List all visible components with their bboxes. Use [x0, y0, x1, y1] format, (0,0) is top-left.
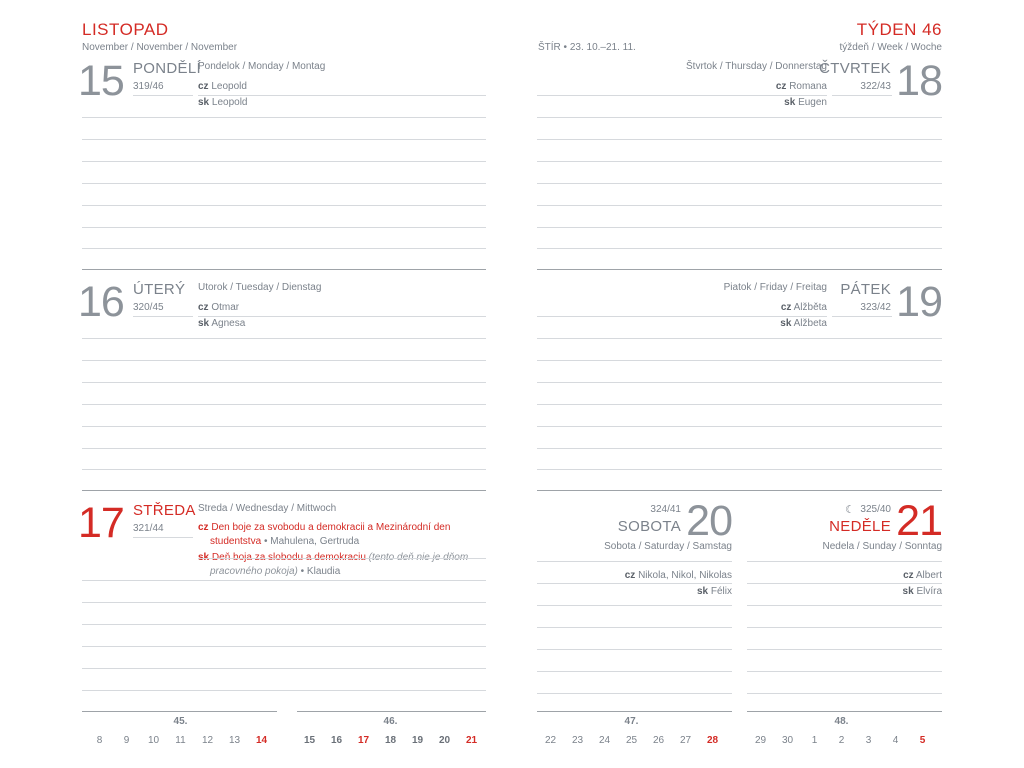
day-ordinal: 323/42: [860, 302, 891, 313]
writing-line: [537, 248, 942, 249]
mini-calendar-day: 1: [811, 735, 818, 746]
writing-line: [537, 139, 942, 140]
writing-line: [198, 558, 486, 559]
writing-line: [82, 690, 486, 691]
writing-line: [537, 671, 732, 672]
day-divider: [537, 269, 942, 270]
day-name: STŘEDA: [133, 502, 196, 519]
mini-calendar-week-number: 47.: [624, 716, 639, 727]
writing-line: [537, 227, 942, 228]
mini-calendar-day: 27: [679, 735, 692, 746]
day-number: 16: [78, 278, 124, 326]
writing-line: [537, 360, 942, 361]
writing-line: [537, 117, 942, 118]
mini-calendar-week-number: 45.: [173, 716, 188, 727]
writing-line: [537, 161, 942, 162]
writing-line: [537, 627, 732, 628]
writing-line: [537, 404, 942, 405]
day-languages: Piatok / Friday / Freitag: [723, 282, 827, 293]
day-name: NEDĚLE: [829, 518, 891, 535]
day-divider: [82, 269, 486, 270]
mini-calendar-day: 28: [706, 735, 719, 746]
nameday-cz: cz Otmar: [198, 302, 240, 313]
day-languages: Streda / Wednesday / Mittwoch: [198, 503, 337, 514]
day-name: ÚTERÝ: [133, 281, 186, 298]
nameday-sk: sk Félix: [696, 586, 732, 597]
writing-line: [198, 95, 486, 96]
day-languages: Sobota / Saturday / Samstag: [604, 541, 732, 552]
mini-calendar-day: 11: [175, 735, 186, 746]
mini-calendar-day: 21: [465, 735, 478, 746]
nameday-cz: cz Alžběta: [780, 302, 827, 313]
mini-calendar-day: 15: [303, 735, 316, 746]
day-name: ČTVRTEK: [819, 60, 891, 77]
writing-line: [133, 537, 193, 538]
mini-calendar-day: 26: [652, 735, 665, 746]
mini-calendar-day: 22: [544, 735, 557, 746]
day-number: 18: [896, 57, 942, 105]
mini-calendar-day: 3: [865, 735, 872, 746]
nameday-sk: sk Agnesa: [198, 318, 246, 329]
mini-calendar-week-number: 46.: [383, 716, 398, 727]
mini-calendar-day: 25: [625, 735, 638, 746]
nameday-cz: cz Leopold: [198, 81, 247, 92]
day-languages: Pondelok / Monday / Montag: [198, 61, 326, 72]
day-number: 17: [78, 499, 124, 547]
writing-line: [537, 95, 827, 96]
writing-line: [537, 583, 732, 584]
nameday-sk: sk Leopold: [198, 97, 248, 108]
day-ordinal: 319/46: [133, 81, 164, 92]
writing-line: [747, 671, 942, 672]
writing-line: [82, 360, 486, 361]
writing-line: [198, 316, 486, 317]
day-ordinal: 325/40: [860, 504, 891, 515]
writing-line: [537, 448, 942, 449]
writing-line: [82, 205, 486, 206]
writing-line: [82, 668, 486, 669]
writing-line: [82, 469, 486, 470]
writing-line: [82, 117, 486, 118]
mini-calendar-day: 23: [571, 735, 584, 746]
writing-line: [747, 605, 942, 606]
writing-line: [537, 205, 942, 206]
writing-line: [82, 139, 486, 140]
nameday-sk: sk Elvíra: [902, 586, 942, 597]
day-number: 15: [78, 57, 124, 105]
nameday-sk: sk Alžbeta: [780, 318, 827, 329]
day-divider: [537, 711, 732, 712]
day-name: PÁTEK: [840, 281, 891, 298]
day-divider: [537, 490, 942, 491]
writing-line: [133, 95, 193, 96]
mini-calendar-day: 8: [96, 735, 103, 746]
writing-line: [747, 693, 942, 694]
nameday-cz: cz Nikola, Nikol, Nikolas: [624, 570, 732, 581]
mini-calendar-day: 4: [892, 735, 899, 746]
writing-line: [82, 338, 486, 339]
mini-calendar-day: 14: [255, 735, 268, 746]
writing-line: [82, 161, 486, 162]
day-ordinal: 324/41: [650, 504, 681, 515]
day-name: SOBOTA: [617, 518, 681, 535]
writing-line: [832, 95, 892, 96]
mini-calendar-day: 5: [919, 735, 926, 746]
writing-line: [82, 448, 486, 449]
writing-line: [82, 227, 486, 228]
writing-line: [82, 624, 486, 625]
week-title: TÝDEN 46: [856, 20, 942, 39]
mini-calendar-week-number: 48.: [834, 716, 849, 727]
day-divider: [82, 711, 277, 712]
writing-line: [82, 646, 486, 647]
day-divider: [297, 711, 486, 712]
mini-calendar-day: 29: [754, 735, 767, 746]
mini-calendar-day: 17: [357, 735, 370, 746]
nameday-sk: sk Eugen: [784, 97, 827, 108]
writing-line: [747, 627, 942, 628]
nameday-cz: cz Romana: [775, 81, 827, 92]
zodiac-label: ŠTÍR • 23. 10.–21. 11.: [538, 42, 636, 53]
day-divider: [747, 711, 942, 712]
mini-calendar-day: 2: [838, 735, 845, 746]
holiday-cz: cz Den boje za svobodu a demokracii a Mezinárodní den: [198, 522, 451, 533]
day-ordinal: 320/45: [133, 302, 164, 313]
writing-line: [537, 605, 732, 606]
mini-calendar-day: 20: [438, 735, 451, 746]
mini-calendar-day: 9: [123, 735, 130, 746]
writing-line: [82, 426, 486, 427]
writing-line: [82, 404, 486, 405]
nameday-cz: cz Albert: [903, 570, 942, 581]
mini-calendar-day: 13: [228, 735, 241, 746]
holiday-cz-cont: studentstva • Mahulena, Gertruda: [210, 536, 360, 547]
writing-line: [537, 316, 827, 317]
writing-line: [82, 580, 486, 581]
day-ordinal: 322/43: [860, 81, 891, 92]
writing-line: [537, 426, 942, 427]
writing-line: [537, 382, 942, 383]
writing-line: [537, 338, 942, 339]
writing-line: [82, 602, 486, 603]
writing-line: [82, 248, 486, 249]
writing-line: [537, 649, 732, 650]
mini-calendar-day: 10: [147, 735, 160, 746]
day-languages: Nedela / Sunday / Sonntag: [822, 541, 942, 552]
day-number: 20: [686, 497, 732, 545]
month-subtitle: November / November / November: [82, 42, 238, 53]
month-title: LISTOPAD: [82, 20, 169, 39]
writing-line: [82, 183, 486, 184]
mini-calendar-day: 30: [781, 735, 794, 746]
mini-calendar-day: 19: [411, 735, 424, 746]
mini-calendar-day: 18: [384, 735, 397, 746]
day-ordinal: 321/44: [133, 523, 164, 534]
writing-line: [537, 469, 942, 470]
writing-line: [747, 561, 942, 562]
writing-line: [82, 382, 486, 383]
writing-line: [537, 561, 732, 562]
writing-line: [747, 649, 942, 650]
writing-line: [537, 693, 732, 694]
holiday-sk-cont: pracovného pokoja) • Klaudia: [210, 566, 341, 577]
day-languages: Štvrtok / Thursday / Donnerstag: [686, 61, 827, 72]
day-languages: Utorok / Tuesday / Dienstag: [198, 282, 322, 293]
writing-line: [747, 583, 942, 584]
day-number: 19: [896, 278, 942, 326]
writing-line: [133, 316, 193, 317]
moon-phase-icon: ☾: [845, 504, 855, 516]
day-divider: [82, 490, 486, 491]
mini-calendar-day: 24: [598, 735, 611, 746]
day-number: 21: [896, 497, 942, 545]
mini-calendar-day: 12: [201, 735, 214, 746]
week-subtitle: týždeň / Week / Woche: [839, 42, 942, 53]
writing-line: [537, 183, 942, 184]
writing-line: [832, 316, 892, 317]
day-name: PONDĚLÍ: [133, 60, 201, 77]
mini-calendar-day: 16: [330, 735, 343, 746]
